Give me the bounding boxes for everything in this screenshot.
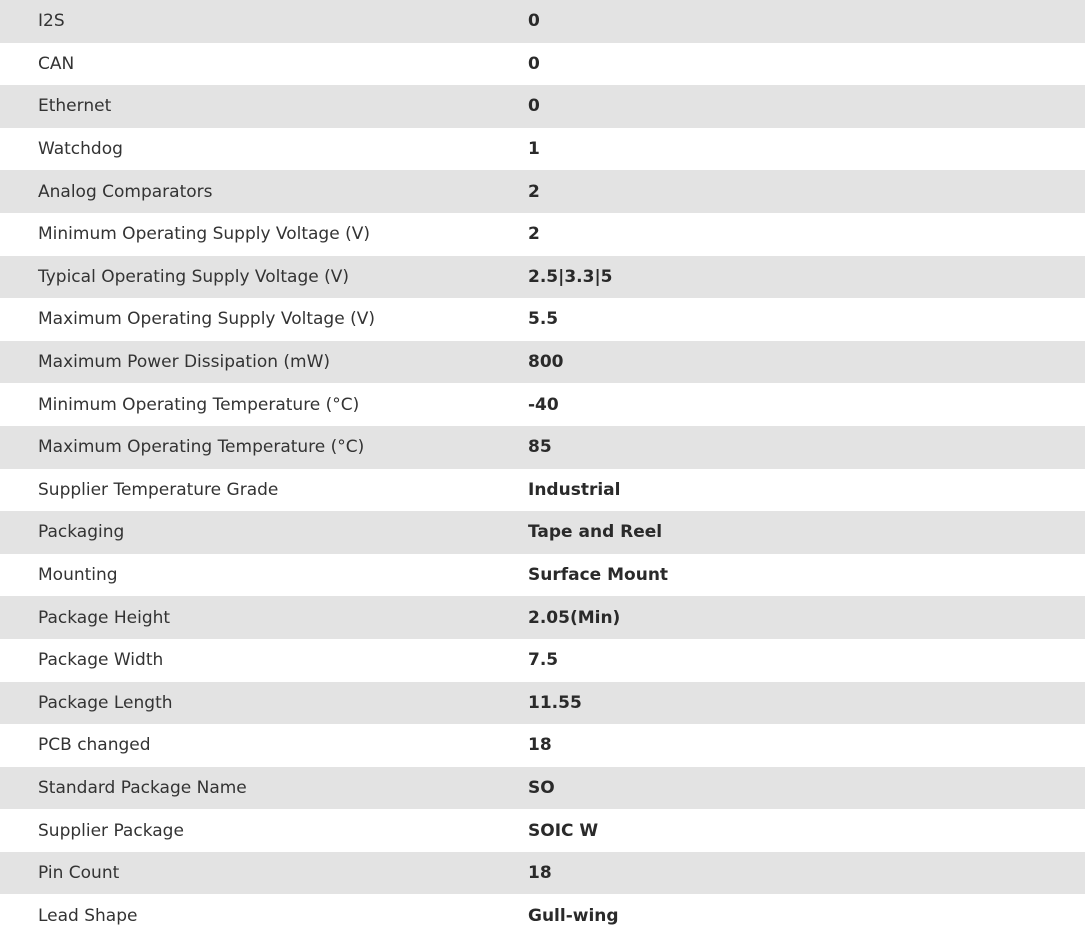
table-row [0, 0, 1085, 43]
spec-value: -40 [528, 394, 559, 415]
spec-value: 1 [528, 139, 540, 160]
table-row [0, 767, 1085, 810]
spec-label: Ethernet [38, 96, 112, 117]
spec-label: Analog Comparators [38, 181, 213, 202]
spec-value: Surface Mount [528, 565, 669, 586]
table-row [0, 213, 1085, 256]
spec-label: Standard Package Name [38, 777, 247, 798]
spec-value: Tape and Reel [528, 522, 663, 543]
spec-label: Maximum Operating Temperature (°C) [38, 437, 365, 458]
table-row [0, 426, 1085, 469]
spec-value: 2.05(Min) [528, 607, 621, 628]
table-row [0, 469, 1085, 512]
spec-value: Gull-wing [528, 905, 619, 926]
table-row [0, 809, 1085, 852]
table-row [0, 170, 1085, 213]
spec-value: 0 [528, 53, 540, 74]
spec-value: Industrial [528, 479, 621, 500]
spec-label: Package Width [38, 650, 164, 671]
spec-label: Package Height [38, 607, 171, 628]
spec-value: SOIC W [528, 820, 599, 841]
spec-label: Watchdog [38, 139, 123, 160]
spec-value: 0 [528, 11, 540, 32]
spec-value: 18 [528, 735, 552, 756]
table-row [0, 128, 1085, 171]
spec-label: Supplier Temperature Grade [38, 479, 279, 500]
spec-value: 7.5 [528, 650, 559, 671]
table-row [0, 256, 1085, 299]
spec-label: Minimum Operating Temperature (°C) [38, 394, 360, 415]
table-row [0, 85, 1085, 128]
spec-value: 11.55 [528, 692, 582, 713]
table-row [0, 43, 1085, 86]
spec-value: 18 [528, 863, 552, 884]
table-row [0, 724, 1085, 767]
spec-label: CAN [38, 53, 75, 74]
spec-value: 0 [528, 96, 540, 117]
spec-value: 2 [528, 181, 540, 202]
spec-value: 2.5|3.3|5 [528, 266, 613, 287]
spec-label: Typical Operating Supply Voltage (V) [38, 266, 349, 287]
table-row [0, 894, 1085, 937]
spec-label: Supplier Package [38, 820, 184, 841]
table-row [0, 852, 1085, 895]
table-row [0, 511, 1085, 554]
table-row [0, 554, 1085, 597]
spec-label: Minimum Operating Supply Voltage (V) [38, 224, 370, 245]
spec-value: SO [528, 777, 555, 798]
table-row [0, 341, 1085, 384]
spec-label: Maximum Operating Supply Voltage (V) [38, 309, 375, 330]
spec-label: PCB changed [38, 735, 151, 756]
spec-value: 800 [528, 352, 564, 373]
spec-label: Mounting [38, 565, 118, 586]
spec-label: I2S [38, 11, 65, 32]
spec-label: Maximum Power Dissipation (mW) [38, 352, 331, 373]
spec-label: Lead Shape [38, 905, 138, 926]
spec-label: Packaging [38, 522, 125, 543]
table-row [0, 383, 1085, 426]
spec-value: 5.5 [528, 309, 559, 330]
spec-label: Pin Count [38, 863, 120, 884]
table-row [0, 682, 1085, 725]
table-row [0, 639, 1085, 682]
spec-value: 85 [528, 437, 552, 458]
spec-label: Package Length [38, 692, 173, 713]
table-row [0, 596, 1085, 639]
spec-value: 2 [528, 224, 540, 245]
table-row [0, 298, 1085, 341]
